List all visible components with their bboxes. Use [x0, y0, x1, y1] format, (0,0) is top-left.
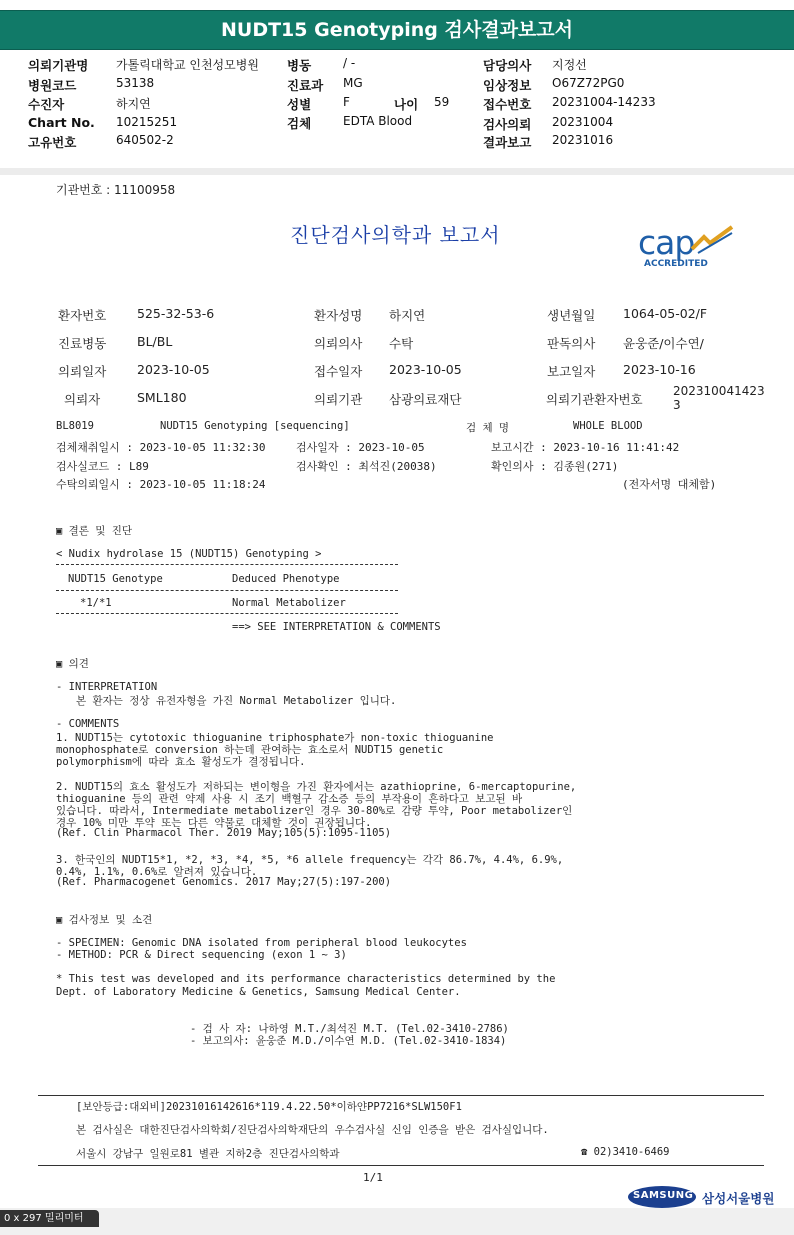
- comment-line: thioguanine 등의 관련 약제 사용 시 조기 백혈구 감소증 등의 부작용이 흔하다고 보고된 바: [56, 793, 523, 805]
- info-label: Chart No.: [28, 115, 95, 130]
- field-label: 판독의사: [547, 336, 596, 351]
- field-label: 의뢰자: [64, 392, 101, 407]
- field-value-wrap: 3: [673, 398, 681, 412]
- interp-body: 본 환자는 정상 유전자형을 가진 Normal Metabolizer 입니다.: [76, 695, 397, 707]
- info-label: 수진자: [28, 97, 65, 112]
- specimen-line: - SPECIMEN: Genomic DNA isolated from peripheral blood leukocytes: [56, 937, 467, 949]
- field-value: 하지연: [389, 308, 426, 323]
- field-label: 환자번호: [58, 308, 107, 323]
- meta-text: 확인의사 : 김종원(271): [491, 460, 619, 473]
- info-value: / -: [343, 56, 356, 70]
- security-line: [보안등급:대외비]20231016142616*119.4.22.50*이하얀PP7216*SLW150F1: [76, 1101, 462, 1113]
- info-value: 640502-2: [116, 133, 174, 147]
- header-title: NUDT15 Genotyping 검사결과보고서: [221, 19, 573, 41]
- field-value: 수탁: [389, 336, 414, 351]
- meta-text: 검체채취일시 : 2023-10-05 11:32:30: [56, 441, 266, 454]
- info-value: 10215251: [116, 115, 178, 129]
- table-header: NUDT15 Genotype: [68, 573, 163, 585]
- field-label: 진료병동: [58, 336, 107, 351]
- cert-line: 본 검사실은 대한진단검사의학회/진단검사의학재단의 우수검사실 신임 인증을 받은 검사실입니다.: [76, 1124, 549, 1136]
- table-header: Deduced Phenotype: [232, 573, 340, 585]
- section-title: ▣ 의견: [56, 658, 89, 670]
- e-signature-note: (전자서명 대체함): [622, 478, 717, 491]
- specimen-label: 검 체 명: [466, 422, 510, 434]
- field-label: 접수일자: [314, 364, 363, 379]
- specimen-value: WHOLE BLOOD: [573, 420, 643, 432]
- dash-rule: [56, 613, 398, 614]
- comment-line: monophosphate로 conversion 하는데 관여하는 효소로서 NUDT15 genetic: [56, 744, 444, 756]
- field-value: 2023-10-05: [137, 362, 210, 377]
- field-value: 2023-10-16: [623, 362, 696, 377]
- info-label: 병원코드: [28, 78, 77, 93]
- dash-rule: [56, 564, 398, 565]
- footer-rule: [38, 1165, 764, 1166]
- patient-info-panel: [0, 50, 794, 170]
- info-label: 담당의사: [483, 58, 532, 73]
- info-value: 53138: [116, 76, 155, 90]
- info-value: 20231004: [552, 115, 614, 129]
- cap-logo: [636, 223, 740, 273]
- comment-line: 경우 10% 미만 투약 또는 다른 약물로 대체할 것이 권장됩니다.: [56, 817, 372, 829]
- field-label: 환자성명: [314, 308, 363, 323]
- info-label: 성별: [287, 97, 312, 112]
- info-label: 나이: [394, 97, 419, 112]
- field-value: 202310041423: [673, 384, 765, 398]
- test-code: BL8019: [56, 420, 94, 432]
- see-note: ==> SEE INTERPRETATION & COMMENTS: [232, 621, 441, 633]
- interp-head: - INTERPRETATION: [56, 681, 158, 693]
- field-value: 2023-10-05: [389, 362, 462, 377]
- cap-check-icon: [688, 225, 738, 259]
- info-label: 고유번호: [28, 135, 77, 150]
- phone-line: ☎ 02)3410-6469: [581, 1146, 670, 1158]
- info-value: MG: [343, 76, 363, 90]
- comment-line: polymorphism에 따라 효소 활성도가 결정됩니다.: [56, 756, 306, 768]
- info-value: O67Z72PG0: [552, 76, 625, 90]
- comment-line: 있습니다. 따라서, Intermediate metabolizer인 경우 30-80%로 감량 투약, Poor metabolizer인: [56, 805, 573, 817]
- test-name: NUDT15 Genotyping [sequencing]: [160, 420, 350, 432]
- info-label: 결과보고: [483, 135, 532, 150]
- info-label: 병동: [287, 58, 312, 73]
- meta-text: 검사확인 : 최석진(20038): [296, 460, 437, 473]
- field-label: 의뢰일자: [58, 364, 107, 379]
- info-value: 20231004-14233: [552, 95, 656, 109]
- info-value: EDTA Blood: [343, 114, 413, 128]
- field-value: 525-32-53-6: [137, 306, 215, 321]
- comment-line: 2. NUDT15의 효소 활성도가 저하되는 변이형을 가진 환자에서는 azathioprine, 6-mercaptopurine,: [56, 781, 577, 793]
- field-label: 의뢰의사: [314, 336, 363, 351]
- info-value: 20231016: [552, 133, 614, 147]
- viewer-footer: [0, 1208, 794, 1235]
- signature-line: - 검 사 자: 나하영 M.T./최석진 M.T. (Tel.02-3410-2786): [190, 1023, 509, 1035]
- field-value: BL/BL: [137, 334, 173, 349]
- info-value: F: [343, 95, 350, 109]
- hospital-name: 삼성서울병원: [702, 1191, 775, 1206]
- field-value: 윤웅준/이수연/: [623, 336, 704, 351]
- field-label: 의뢰기관: [314, 392, 363, 407]
- comments-head: - COMMENTS: [56, 718, 120, 730]
- report-page: [0, 175, 794, 1206]
- field-label: 보고일자: [547, 364, 596, 379]
- field-label: 생년월일: [547, 308, 596, 323]
- field-value: 1064-05-02/F: [623, 306, 708, 321]
- info-label: 접수번호: [483, 97, 532, 112]
- paper-size-badge: [0, 1210, 99, 1227]
- comment-line: (Ref. Clin Pharmacol Ther. 2019 May;105(5):1095-1105): [56, 827, 392, 839]
- address-line: 서울시 강남구 일원로81 별관 지하2층 진단검사의학과: [76, 1148, 340, 1160]
- comment-line: (Ref. Pharmacogenet Genomics. 2017 May;27(5):197-200): [56, 876, 392, 888]
- cap-logo-text: cap: [638, 223, 695, 262]
- comment-line: 0.4%, 1.1%, 0.6%로 알려져 있습니다.: [56, 866, 258, 878]
- info-value: 지정선: [552, 58, 587, 72]
- samsung-logo: [628, 1186, 696, 1208]
- field-label: 의뢰기관환자번호: [546, 392, 643, 407]
- meta-text: 검사실코드 : L89: [56, 460, 149, 473]
- field-value: SML180: [137, 390, 187, 405]
- info-label: 의뢰기관명: [28, 58, 89, 73]
- note-line: * This test was developed and its performance characteristics determined by the: [56, 973, 556, 985]
- samsung-text: SAMSUNG: [633, 1190, 694, 1201]
- info-value: 59: [434, 95, 450, 109]
- note-line: Dept. of Laboratory Medicine & Genetics, Samsung Medical Center.: [56, 986, 461, 998]
- nudix-heading: < Nudix hydrolase 15 (NUDT15) Genotyping >: [56, 548, 322, 560]
- dash-rule: [56, 590, 398, 591]
- meta-text: 보고시간 : 2023-10-16 11:41:42: [491, 441, 680, 454]
- signature-line: - 보고의사: 윤웅준 M.D./이수연 M.D. (Tel.02-3410-1834): [190, 1035, 507, 1047]
- report-title: 진단검사의학과 보고서: [290, 223, 501, 247]
- info-label: 검체: [287, 116, 312, 131]
- field-value: 삼광의료재단: [389, 392, 462, 407]
- genotype-value: *1/*1: [80, 597, 112, 609]
- comment-line: 1. NUDT15는 cytotoxic thioguanine triphosphate가 non-toxic thioguanine: [56, 732, 494, 744]
- section-title: ▣ 결론 및 진단: [56, 525, 133, 537]
- footer-rule: [38, 1095, 764, 1096]
- divider: [0, 168, 794, 175]
- paper-size-text: 0 x 297 밀리미터: [4, 1213, 84, 1224]
- method-line: - METHOD: PCR & Direct sequencing (exon 1 ~ 3): [56, 949, 347, 961]
- page-number: 1/1: [363, 1171, 383, 1184]
- meta-text: 수탁의뢰일시 : 2023-10-05 11:18:24: [56, 478, 266, 491]
- info-label: 검사의뢰: [483, 117, 532, 132]
- info-label: 임상정보: [483, 78, 532, 93]
- info-value: 가톨릭대학교 인천성모병원: [116, 58, 259, 72]
- phenotype-value: Normal Metabolizer: [232, 597, 346, 609]
- comment-line: 3. 한국인의 NUDT15*1, *2, *3, *4, *5, *6 allele frequency는 각각 86.7%, 4.4%, 6.9%,: [56, 854, 564, 866]
- meta-text: 검사일자 : 2023-10-05: [296, 441, 425, 454]
- info-label: 진료과: [287, 78, 324, 93]
- report-header: [0, 10, 794, 50]
- institution-number: 기관번호 : 11100958: [56, 183, 176, 197]
- cap-accredited: ACCREDITED: [644, 259, 708, 269]
- info-value: 하지연: [116, 97, 151, 111]
- section-title: ▣ 검사정보 및 소견: [56, 914, 153, 926]
